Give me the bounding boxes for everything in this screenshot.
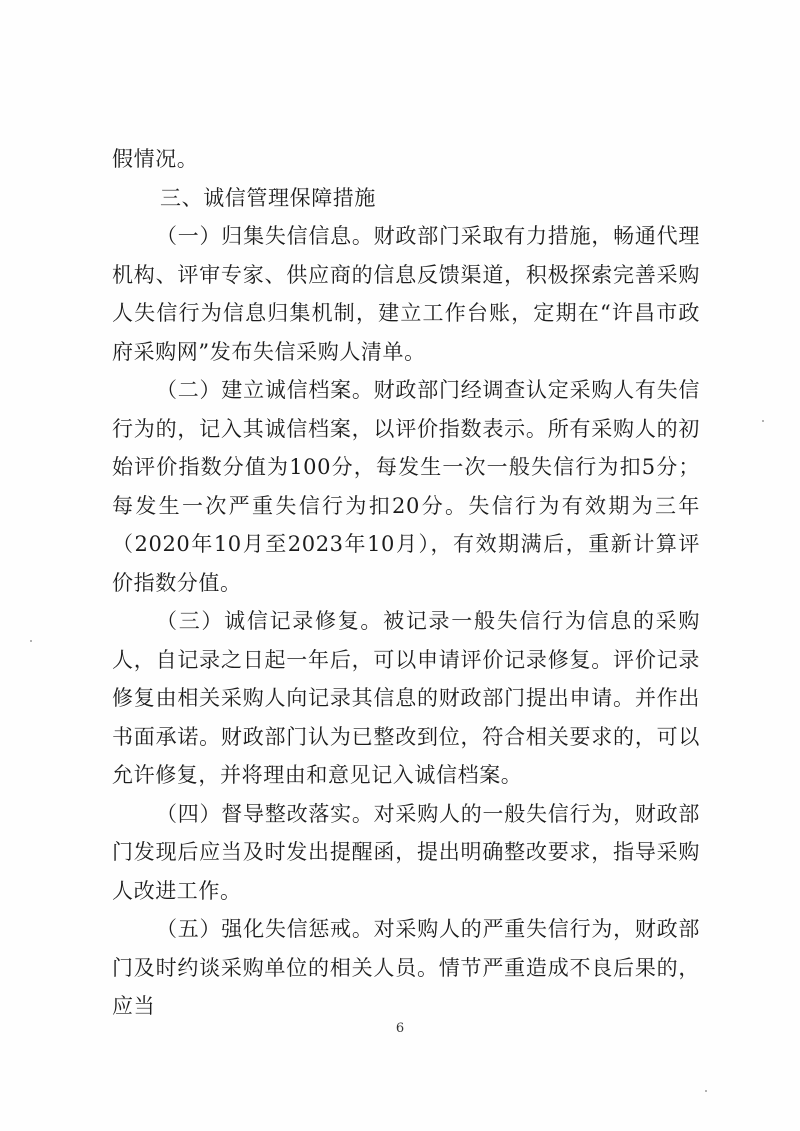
paragraph-punishment: （五）强化失信惩戒。对采购人的严重失信行为，财政部门及时约谈采购单位的相关人员。情节严重造成不良后果的，应当 [112,917,700,1018]
paragraph-collect-dishonesty-info: （一）归集失信信息。财政部门采取有力措施，畅通代理机构、评审专家、供应商的信息反馈渠道，积极探索完善采购人失信行为信息归集机制，建立工作台账，定期在“许昌市政府采购网”发布失信采购人清单。 [112,224,700,364]
document-body [112,140,700,1026]
scan-speck [762,420,764,422]
paragraph-continuation: 假情况。 [112,147,199,171]
section-heading: 三、诚信管理保障措施 [160,185,376,210]
scan-speck [30,640,32,642]
page-number: 6 [395,1021,405,1036]
paragraph-rectification: （四）督导整改落实。对采购人的一般失信行为，财政部门发现后应当及时发出提醒函，提出明确整改要求，指导采购人改进工作。 [112,801,700,903]
paragraph-record-repair: （三）诚信记录修复。被记录一般失信行为信息的采购人，自记录之日起一年后，可以申请评价记录修复。评价记录修复由相关采购人向记录其信息的财政部门提出申请。并作出书面承诺。财政部门认为已整改到位，符合相关要求的，可以允许修复，并将理由和意见记入诚信档案。 [112,609,700,787]
paragraph-credit-archive: （二）建立诚信档案。财政部门经调查认定采购人有失信行为的，记入其诚信档案，以评价指数表示。所有采购人的初始评价指数分值为100分，每发生一次一般失信行为扣5分；每发生一次严重失信行为扣20分。失信行为有效期为三年（2020年10月至2023年10月），有效期满后，重新计算评价指数分值。 [112,378,700,595]
scan-speck [705,1090,707,1092]
